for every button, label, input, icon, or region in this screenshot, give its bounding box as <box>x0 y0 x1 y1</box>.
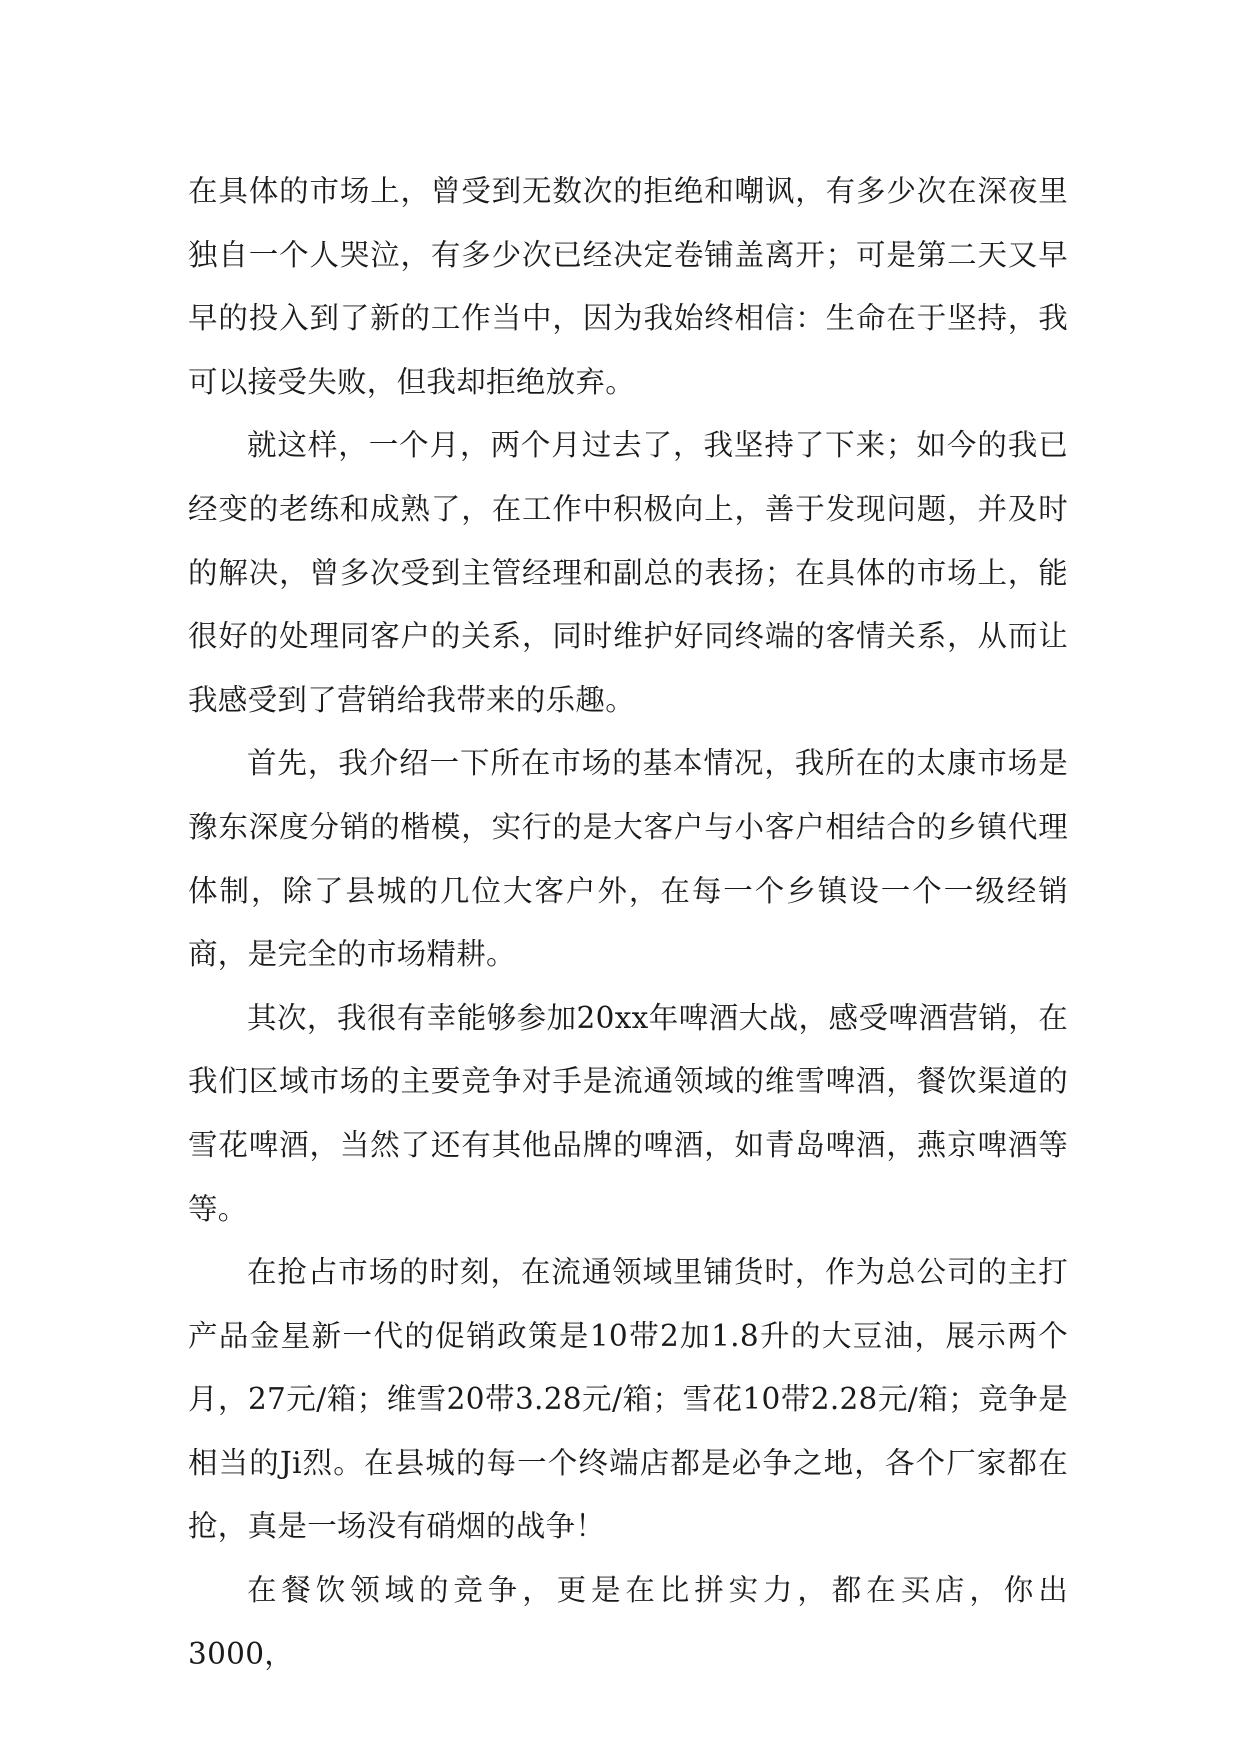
paragraph-1: 在具体的市场上，曾受到无数次的拒绝和嘲讽，有多少次在深夜里独自一个人哭泣，有多少次已经决定卷铺盖离开；可是第二天又早早的投入到了新的工作当中，因为我始终相信：生命在于坚持，我可以接受失败，但我却拒绝放弃。 <box>188 174 1068 399</box>
paragraph-3: 首先，我介绍一下所在市场的基本情况，我所在的太康市场是豫东深度分销的楷模，实行的是大客户与小客户相结合的乡镇代理体制，除了县城的几位大客户外，在每一个乡镇设一个一级经销商，是完全的市场精耕。 <box>188 746 1068 972</box>
paragraph-5: 在抢占市场的时刻，在流通领域里铺货时，作为总公司的主打产品金星新一代的促销政策是10带2加1.8升的大豆油，展示两个月，27元/箱；维雪20带3.28元/箱；雪花10带2.28元/箱；竞争是相当的Ji烈。在县城的每一个终端店都是必争之地，各个厂家都在抢，真是一场没有硝烟的战争！ <box>188 1255 1068 1544</box>
paragraph-6: 在餐饮领域的竞争，更是在比拼实力，都在买店，你出3000， <box>188 1573 1068 1671</box>
paragraph-2: 就这样，一个月，两个月过去了，我坚持了下来；如今的我已经变的老练和成熟了，在工作中积极向上，善于发现问题，并及时的解决，曾多次受到主管经理和副总的表扬；在具体的市场上，能很好的处理同客户的关系，同时维护好同终端的客情关系，从而让我感受到了营销给我带来的乐趣。 <box>188 428 1068 717</box>
document-body <box>188 160 1068 1686</box>
paragraph-4: 其次，我很有幸能够参加20xx年啤酒大战，感受啤酒营销，在我们区域市场的主要竞争对手是流通领域的维雪啤酒，餐饮渠道的雪花啤酒，当然了还有其他品牌的啤酒，如青岛啤酒，燕京啤酒等等。 <box>188 1000 1068 1226</box>
